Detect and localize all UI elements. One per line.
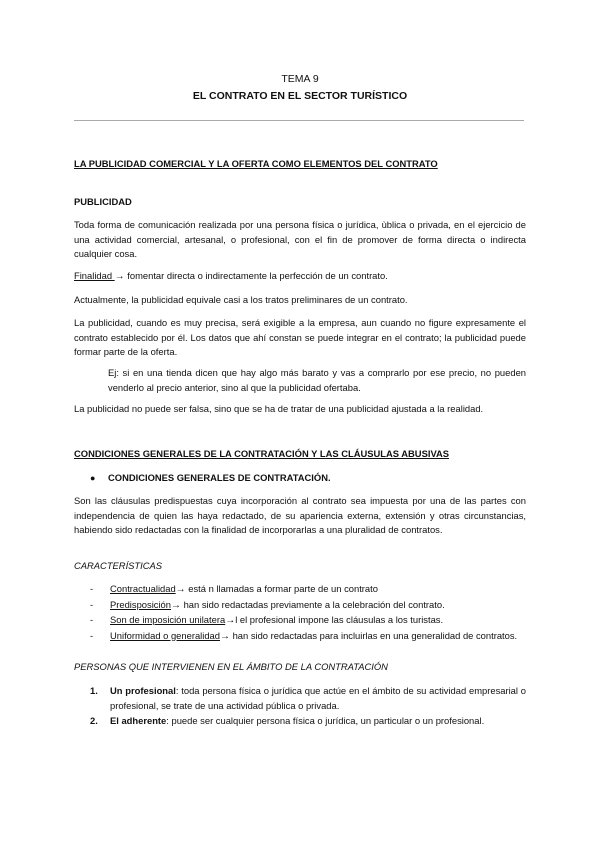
precisa-paragraph: La publicidad, cuando es muy precisa, será exigible a la empresa, aun cuando no figure expresamente el contrato establecido por él. Los datos que ahí constan se puede integrar en el contrato; la publicidad puede formar parte de la oferta. bbox=[74, 317, 526, 358]
example-paragraph: Ej: si en una tienda dicen que hay algo más barato y vas a comprarlo por ese precio, no pueden venderlo al precio anterior, sino al que la publicidad ofertaba. bbox=[108, 367, 526, 393]
list-item bbox=[90, 582, 526, 598]
personas-list bbox=[90, 684, 526, 730]
list-item-text: : toda persona física o jurídica que actúe en el ámbito de su actividad empresarial o profesional, se trate de una actividad pública o privada. bbox=[110, 685, 526, 711]
condiciones-definition: Son las cláusulas predispuestas cuya incorporación al contrato sea impuesta por una de las partes con independencia de quien las haya redactado, de su apariencia externa, extensión y otras circunstancias, habiendo sido redactadas con la finalidad de incorporarlas a una pluralidad de contratos. bbox=[74, 495, 526, 536]
document-title: EL CONTRATO EN EL SECTOR TURÍSTICO bbox=[192, 90, 408, 102]
finalidad-text: fomentar directa o indirectamente la perfección de un contrato. bbox=[124, 270, 388, 281]
list-item-term: Predisposición bbox=[110, 598, 171, 610]
tema-number: TEMA 9 bbox=[281, 73, 319, 85]
list-item bbox=[90, 684, 526, 713]
section-heading-publicidad: LA PUBLICIDAD COMERCIAL Y LA OFERTA COMO ELEMENTOS DEL CONTRATO bbox=[74, 158, 438, 169]
list-item-term: Uniformidad o generalidad bbox=[110, 629, 220, 641]
actualmente-paragraph: Actualmente, la publicidad equivale casi a los tratos preliminares de un contrato. bbox=[74, 294, 408, 305]
publicidad-definition: Toda forma de comunicación realizada por una persona física o jurídica, ùblica o privada, en el ejercicio de una actividad comercial, artesanal, o profesional, con el fin de promover de forma directa o indirecta cualquier cosa. bbox=[74, 219, 526, 260]
list-item bbox=[90, 598, 526, 614]
finalidad-line bbox=[74, 269, 526, 285]
list-item-text: han sido redactadas previamente a la celebración del contrato. bbox=[180, 598, 445, 610]
dash-marker: - bbox=[90, 583, 94, 594]
list-item bbox=[90, 629, 526, 645]
list-number: 1. bbox=[90, 685, 98, 696]
bullet-heading-row bbox=[90, 471, 526, 486]
subheading-publicidad: PUBLICIDAD bbox=[74, 196, 132, 207]
dash-marker: - bbox=[90, 614, 94, 625]
list-item bbox=[90, 714, 526, 729]
caracteristicas-heading: CARACTERÍSTICAS bbox=[74, 560, 163, 571]
dash-marker: - bbox=[90, 598, 94, 610]
caracteristicas-list bbox=[90, 582, 526, 644]
bullet-icon: ● bbox=[90, 473, 96, 483]
list-item-term: El adherente bbox=[110, 715, 167, 727]
list-number: 2. bbox=[90, 715, 98, 727]
finalidad-label: Finalidad bbox=[74, 270, 115, 281]
bullet-heading: CONDICIONES GENERALES DE CONTRATACIÓN. bbox=[108, 472, 331, 483]
title-divider bbox=[74, 120, 524, 121]
list-item-text: está n llamadas a formar parte de un contrato bbox=[185, 583, 378, 594]
personas-heading: PERSONAS QUE INTERVIENEN EN EL ÁMBITO DE LA CONTRATACIÓN bbox=[74, 661, 388, 672]
list-item-text: han sido redactadas para incluirlas en una generalidad de contratos. bbox=[229, 629, 518, 641]
list-item-term: Son de imposición unilatera bbox=[110, 614, 226, 625]
list-item-term: Contractualidad bbox=[110, 583, 176, 594]
arrow-icon: → bbox=[170, 599, 181, 611]
list-item-text: : puede ser cualquier persona física o jurídica, un particular o un profesional. bbox=[166, 715, 485, 727]
falsa-paragraph: La publicidad no puede ser falsa, sino que se ha de tratar de una publicidad ajustada a la realidad. bbox=[74, 403, 484, 414]
list-item-term: Un profesional bbox=[110, 685, 176, 696]
arrow-icon: → bbox=[225, 615, 236, 626]
arrow-icon: → bbox=[114, 271, 125, 282]
section-heading-condiciones: CONDICIONES GENERALES DE LA CONTRATACIÓN Y LAS CLÁUSULAS ABUSIVAS bbox=[74, 448, 450, 459]
dash-marker: - bbox=[90, 629, 94, 641]
list-item-text: l el profesional impone las cláusulas a los turistas. bbox=[235, 614, 444, 625]
list-item bbox=[90, 613, 526, 629]
arrow-icon: → bbox=[219, 630, 230, 642]
arrow-icon: → bbox=[175, 584, 186, 595]
